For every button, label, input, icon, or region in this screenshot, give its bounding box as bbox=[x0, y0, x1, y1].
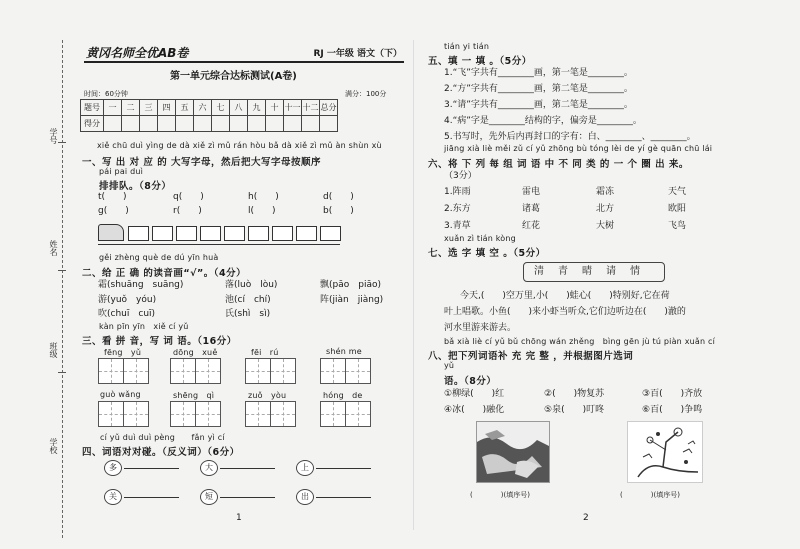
brand-title: 黄冈名师全优AB卷 bbox=[86, 46, 189, 60]
q6-heading: 六、将 下 列 每 组 词 语 中 不 同 类 的 一 个 圈 出 来。 bbox=[428, 159, 689, 170]
q1-heading2: 排排队。（8分） bbox=[99, 181, 172, 192]
q6-word[interactable]: 北方 bbox=[596, 204, 615, 214]
q3-heading: 三、看 拼 音，写 词 语。（16分） bbox=[82, 336, 237, 347]
birds-tree-illustration bbox=[627, 421, 703, 483]
score-table-score-row bbox=[81, 116, 338, 132]
train-car-blank[interactable] bbox=[152, 226, 173, 241]
q1-item[interactable]: b( ) bbox=[323, 206, 354, 216]
q3-word-pinyin: fēi rú bbox=[251, 348, 279, 357]
score-cell: 二 bbox=[122, 100, 140, 116]
score-cell: 得分 bbox=[81, 116, 104, 132]
test-title: 第一单元综合达标测试(A卷) bbox=[170, 71, 297, 82]
q8-item[interactable]: ②( )物复苏 bbox=[544, 389, 605, 399]
writing-grid-cell[interactable] bbox=[98, 401, 124, 427]
score-cell: 一 bbox=[104, 100, 122, 116]
q8-item[interactable]: ⑤泉( )叮咚 bbox=[544, 405, 605, 415]
q2-item[interactable]: 游(yuǒ yóu) bbox=[98, 295, 157, 305]
score-input-cell[interactable] bbox=[122, 116, 140, 132]
answer-line[interactable] bbox=[220, 497, 275, 498]
writing-grid-cell[interactable] bbox=[195, 401, 221, 427]
q6-word[interactable]: 红花 bbox=[522, 221, 541, 231]
q6-points: （3分） bbox=[444, 171, 477, 181]
choice-box bbox=[523, 262, 665, 282]
score-cell: 十二 bbox=[302, 100, 320, 116]
score-input-cell[interactable] bbox=[194, 116, 212, 132]
q8-pinyin2: yǔ bbox=[444, 361, 455, 370]
q6-word[interactable]: 欧阳 bbox=[668, 204, 687, 214]
q7-passage-line[interactable]: 叶上唱歌。小鱼( )来小虾当听众,它们边听边在( )澈的 bbox=[444, 307, 686, 317]
score-input-cell[interactable] bbox=[320, 116, 338, 132]
grade-label: RJ 一年级 语文（下） bbox=[313, 49, 402, 59]
margin-tick bbox=[58, 372, 66, 373]
q6-word[interactable]: 雷电 bbox=[522, 187, 541, 197]
choice-characters: 清 青 晴 请 情 bbox=[534, 266, 642, 277]
score-input-cell[interactable] bbox=[158, 116, 176, 132]
margin-tick bbox=[58, 142, 66, 143]
q3-word-pinyin: dōng xuě bbox=[173, 348, 218, 357]
pair-char-bubble[interactable]: 关 bbox=[104, 489, 122, 505]
q2-item[interactable]: 霜(shuāng suāng) bbox=[98, 280, 184, 290]
margin-label-class: 班级 bbox=[49, 342, 58, 358]
q2-item[interactable]: 飘(pāo piāo) bbox=[320, 280, 381, 290]
q8-item[interactable]: ⑥百( )争鸣 bbox=[642, 405, 703, 415]
score-cell: 七 bbox=[212, 100, 230, 116]
q1-pinyin2: pái pai duì bbox=[99, 167, 144, 176]
full-score-label: 满分：100分 bbox=[345, 90, 387, 98]
q1-item[interactable]: d( ) bbox=[323, 192, 354, 202]
ice-melting-illustration bbox=[476, 421, 550, 483]
q1-heading: 一、写 出 对 应 的 大写字母，然后把大写字母按顺序 bbox=[82, 157, 322, 168]
q8-item[interactable]: ①柳绿( )红 bbox=[444, 389, 505, 399]
answer-line[interactable] bbox=[124, 468, 179, 469]
writing-grid-cell[interactable] bbox=[123, 358, 149, 384]
answer-line[interactable] bbox=[316, 468, 371, 469]
header-bar bbox=[84, 44, 404, 63]
q1-item[interactable]: g( ) bbox=[98, 206, 129, 216]
writing-grid-cell[interactable] bbox=[270, 401, 296, 427]
q3-pinyin: kàn pīn yīn xiě cí yǔ bbox=[99, 322, 189, 331]
score-input-cell[interactable] bbox=[266, 116, 284, 132]
image-caption[interactable]: ( )(填序号) bbox=[470, 491, 530, 499]
score-cell: 六 bbox=[194, 100, 212, 116]
q2-pinyin: gěi zhèng què de dú yīn huà bbox=[99, 253, 219, 262]
writing-grid-cell[interactable] bbox=[270, 358, 296, 384]
q7-passage-line[interactable]: 今天,( )空万里,小( )蛙心( )特别好,它在荷 bbox=[460, 291, 670, 301]
q7-pinyin: xuǎn zì tián kòng bbox=[444, 234, 516, 243]
time-label: 时间：60分钟 bbox=[84, 90, 128, 98]
pair-char-bubble[interactable]: 上 bbox=[296, 460, 314, 476]
writing-grid-cell[interactable] bbox=[123, 401, 149, 427]
writing-grid-cell[interactable] bbox=[345, 358, 371, 384]
pair-char-bubble[interactable]: 短 bbox=[200, 489, 218, 505]
q6-word[interactable]: 3.青草 bbox=[444, 221, 471, 231]
q7-passage-line: 河水里游来游去。 bbox=[444, 323, 517, 333]
writing-grid-cell[interactable] bbox=[195, 358, 221, 384]
q1-item[interactable]: h( ) bbox=[248, 192, 279, 202]
train-car-blank[interactable] bbox=[272, 226, 293, 241]
score-cell: 总分 bbox=[320, 100, 338, 116]
score-input-cell[interactable] bbox=[248, 116, 266, 132]
score-cell: 五 bbox=[176, 100, 194, 116]
score-input-cell[interactable] bbox=[176, 116, 194, 132]
writing-grid-cell[interactable] bbox=[245, 358, 271, 384]
q5-pinyin: tián yi tián bbox=[444, 42, 490, 51]
score-table bbox=[80, 99, 338, 132]
q3-word-pinyin: shēng qì bbox=[173, 391, 215, 400]
q1-item[interactable]: l( ) bbox=[248, 206, 276, 216]
q4-heading: 四、词语对对碰。（反义词）（6分） bbox=[82, 447, 240, 458]
writing-grid-cell[interactable] bbox=[98, 358, 124, 384]
q6-pinyin: jiāng xià liè měi zǔ cí yǔ zhōng bù tóng lèi de yí gè quān chū lái bbox=[444, 144, 713, 153]
train-car-blank[interactable] bbox=[176, 226, 197, 241]
q8-pinyin: bǎ xià liè cí yǔ bǔ chōng wán zhěng bìng gēn jù tú piàn xuǎn cí bbox=[444, 337, 716, 346]
q1-pinyin: xiě chū duì yìng de dà xiě zì mǔ rán hòu bǎ dà xiě zì mǔ àn shùn xù bbox=[97, 141, 382, 150]
train-car-blank[interactable] bbox=[320, 226, 341, 241]
q6-word[interactable]: 飞鸟 bbox=[668, 221, 687, 231]
pair-char-bubble[interactable]: 大 bbox=[200, 460, 218, 476]
score-cell: 四 bbox=[158, 100, 176, 116]
q8-item[interactable]: ④冰( )融化 bbox=[444, 405, 505, 415]
page-number: 2 bbox=[583, 513, 589, 523]
train-car-blank[interactable] bbox=[128, 226, 149, 241]
pair-char-bubble[interactable]: 多 bbox=[104, 460, 122, 476]
q5-item[interactable]: 5.书写时，先外后内再封口的字有：白、________、________。 bbox=[444, 132, 696, 142]
binding-dashed-line bbox=[62, 40, 63, 538]
q2-item[interactable]: 阵(jiàn jiàng) bbox=[320, 295, 384, 305]
margin-label-name: 姓名 bbox=[49, 240, 58, 256]
writing-grid-cell[interactable] bbox=[345, 401, 371, 427]
score-input-cell[interactable] bbox=[302, 116, 320, 132]
score-input-cell[interactable] bbox=[230, 116, 248, 132]
q5-item[interactable]: 3.“请”字共有________画，第二笔是________。 bbox=[444, 100, 633, 110]
train-engine-icon bbox=[98, 224, 124, 241]
pair-char-bubble[interactable]: 出 bbox=[296, 489, 314, 505]
q2-heading: 二、给 正 确 的读音画“√”。（4分） bbox=[82, 268, 247, 279]
q8-heading2: 语。（8分） bbox=[444, 376, 497, 387]
q6-word[interactable]: 大树 bbox=[596, 221, 615, 231]
q5-item[interactable]: 1.“飞”字共有________画，第一笔是________。 bbox=[444, 68, 633, 78]
score-input-cell[interactable] bbox=[212, 116, 230, 132]
writing-grid-cell[interactable] bbox=[170, 358, 196, 384]
train-car-blank[interactable] bbox=[296, 226, 317, 241]
score-cell: 十 bbox=[266, 100, 284, 116]
q3-word-pinyin: hóng de bbox=[323, 391, 363, 400]
score-cell: 题号 bbox=[81, 100, 104, 116]
q6-word[interactable]: 天气 bbox=[668, 187, 687, 197]
q5-heading: 五、填 一 填 。（5分） bbox=[428, 56, 532, 67]
q6-word[interactable]: 1.阵雨 bbox=[444, 187, 471, 197]
q1-item[interactable]: t( ) bbox=[98, 192, 127, 202]
margin-tick bbox=[58, 270, 66, 271]
q5-item[interactable]: 4.“病”字是________结构的字，偏旁是________。 bbox=[444, 116, 642, 126]
score-input-cell[interactable] bbox=[104, 116, 122, 132]
q1-item[interactable]: q( ) bbox=[173, 192, 204, 202]
image-caption[interactable]: ( )(填序号) bbox=[620, 491, 680, 499]
page-divider bbox=[413, 40, 414, 530]
score-cell: 九 bbox=[248, 100, 266, 116]
page-number: 1 bbox=[236, 513, 242, 523]
q8-heading: 八、把下列词语补 充 完 整 ，并根据图片选词 bbox=[428, 351, 634, 362]
q3-word-pinyin: fēng yǔ bbox=[104, 348, 142, 357]
q6-word[interactable]: 诸葛 bbox=[522, 204, 541, 214]
score-input-cell[interactable] bbox=[140, 116, 158, 132]
q3-word-pinyin: guò wǎng bbox=[100, 390, 141, 399]
score-table-header-row bbox=[81, 100, 338, 116]
train-car-blank[interactable] bbox=[200, 226, 221, 241]
writing-grid-cell[interactable] bbox=[320, 401, 346, 427]
score-input-cell[interactable] bbox=[284, 116, 302, 132]
q8-item[interactable]: ③百( )齐放 bbox=[642, 389, 703, 399]
answer-line[interactable] bbox=[316, 497, 371, 498]
q3-word-pinyin: zuǒ yòu bbox=[248, 391, 287, 400]
q2-item[interactable]: 池(cí chí) bbox=[225, 295, 271, 305]
q7-heading: 七、选 字 填 空 。（5分） bbox=[428, 248, 546, 259]
train-car-blank[interactable] bbox=[248, 226, 269, 241]
writing-grid-cell[interactable] bbox=[170, 401, 196, 427]
q3-word-pinyin: shén me bbox=[326, 347, 362, 356]
train-track bbox=[98, 244, 340, 245]
q2-item[interactable]: 吹(chuī cuī) bbox=[98, 309, 156, 319]
score-cell: 十一 bbox=[284, 100, 302, 116]
train-car-blank[interactable] bbox=[224, 226, 245, 241]
margin-label-student-number: 学号 bbox=[49, 128, 58, 144]
score-cell: 三 bbox=[140, 100, 158, 116]
q4-pinyin: cí yǔ duì duì pèng fǎn yì cí bbox=[100, 433, 225, 442]
answer-line[interactable] bbox=[220, 468, 275, 469]
margin-label-school: 学校 bbox=[49, 438, 58, 454]
score-cell: 八 bbox=[230, 100, 248, 116]
writing-grid-cell[interactable] bbox=[320, 358, 346, 384]
q2-item[interactable]: 氏(shì sì) bbox=[225, 309, 271, 319]
answer-line[interactable] bbox=[124, 497, 179, 498]
q6-word[interactable]: 霜冻 bbox=[596, 187, 615, 197]
writing-grid-cell[interactable] bbox=[245, 401, 271, 427]
q1-item[interactable]: r( ) bbox=[173, 206, 202, 216]
q6-word[interactable]: 2.东方 bbox=[444, 204, 471, 214]
q5-item[interactable]: 2.“方”字共有________画，第二笔是________。 bbox=[444, 84, 633, 94]
q2-item[interactable]: 落(luò lòu) bbox=[225, 280, 278, 290]
